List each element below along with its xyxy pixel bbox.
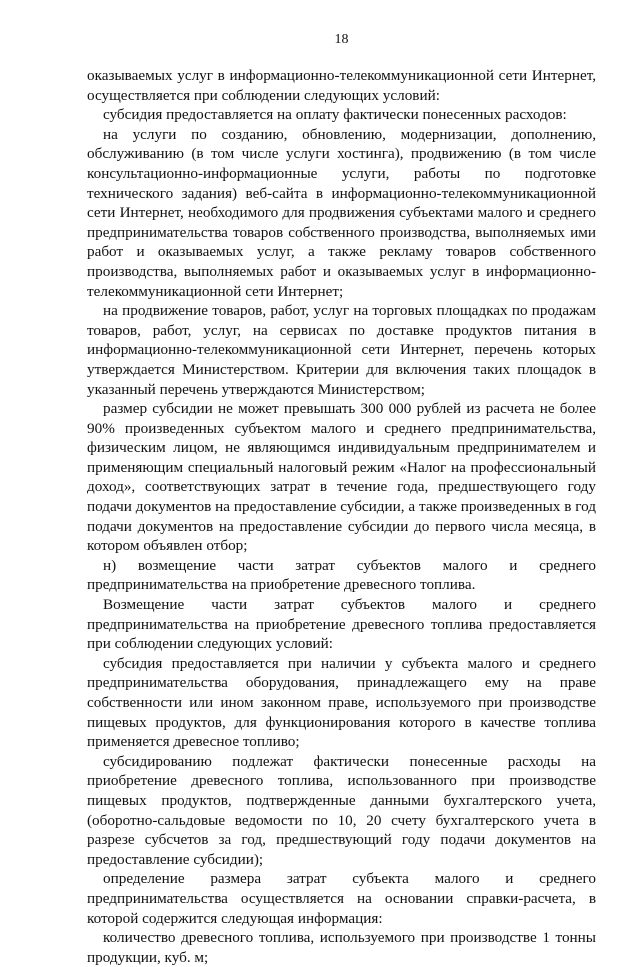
- paragraph: определение размера затрат субъекта малого и среднего предпринимательства осуществляется на основании справки-расчета, в которой содержится следующая информация:: [87, 870, 596, 927]
- paragraph: на услуги по созданию, обновлению, модернизации, дополнению, обслуживанию (в том числе услуги хостинга), продвижению (в том числе консультационно-информационные услуги, работы по подготовке технического задания) веб-сайта в информационно-телекоммуникационной сети Интернет, необходимого для продвижения субъектами малого и среднего предпринимательства товаров собственного производства, выполняемых ими работ и оказываемых услуг, а также рекламу товаров собственного производства, выполняемых работ и оказываемых услуг в информационно-телекоммуникационной сети Интернет;: [87, 125, 596, 300]
- paragraph: количество древесного топлива, используемого при производстве 1 тонны продукции, куб. м;: [87, 929, 596, 966]
- paragraph: субсидия предоставляется при наличии у субъекта малого и среднего предпринимательства оборудования, принадлежащего ему на праве собственности или ином законном праве, используемого при производстве пищевых продуктов, для функционирования которого в качестве топлива применяется древесное топливо;: [87, 654, 596, 751]
- paragraph: н) возмещение части затрат субъектов малого и среднего предпринимательства на приобретение древесного топлива.: [87, 556, 596, 594]
- paragraph: субсидия предоставляется на оплату фактически понесенных расходов:: [103, 106, 567, 124]
- paragraph: оказываемых услуг в информационно-телекоммуникационной сети Интернет, осуществляется при соблюдении следующих условий:: [87, 67, 596, 104]
- paragraph: субсидированию подлежат фактически понесенные расходы на приобретение древесного топлива, использованного при производстве пищевых продуктов, подтвержденные данными бухгалтерского учета, (оборотно-сальдовые ведомости по 10, 20 счету бухгалтерского учета в разрезе субсчетов за год, предшествующий году подачи документов на предоставление субсидии);: [87, 752, 596, 868]
- page-number: 18: [334, 32, 349, 47]
- paragraph: на продвижение товаров, работ, услуг на торговых площадках по продажам товаров, работ, услуг, на сервисах по доставке продуктов питания в информационно-телекоммуникационной сети Интернет, перечень которых утверждается Министерством. Критерии для включения таких площадок в указанный перечень утверждаются Министерством;: [87, 302, 596, 398]
- document-body: [87, 66, 596, 967]
- paragraph: Возмещение части затрат субъектов малого и среднего предпринимательства на приобретение древесного топлива предоставляется при соблюдении следующих условий:: [87, 596, 596, 653]
- paragraph: размер субсидии не может превышать 300 000 рублей из расчета не более 90% произведенных субъектом малого и среднего предпринимательства, физическим лицом, не являющимся индивидуальным предпринимателем и применяющим специальный налоговый режим «Налог на профессиональный доход», соответствующих затрат в течение года, предшествующего году подачи документов на предоставление субсидии, а также произведенных в год подачи документов на предоставление субсидии до первого числа месяца, в котором объявлен отбор;: [87, 400, 596, 555]
